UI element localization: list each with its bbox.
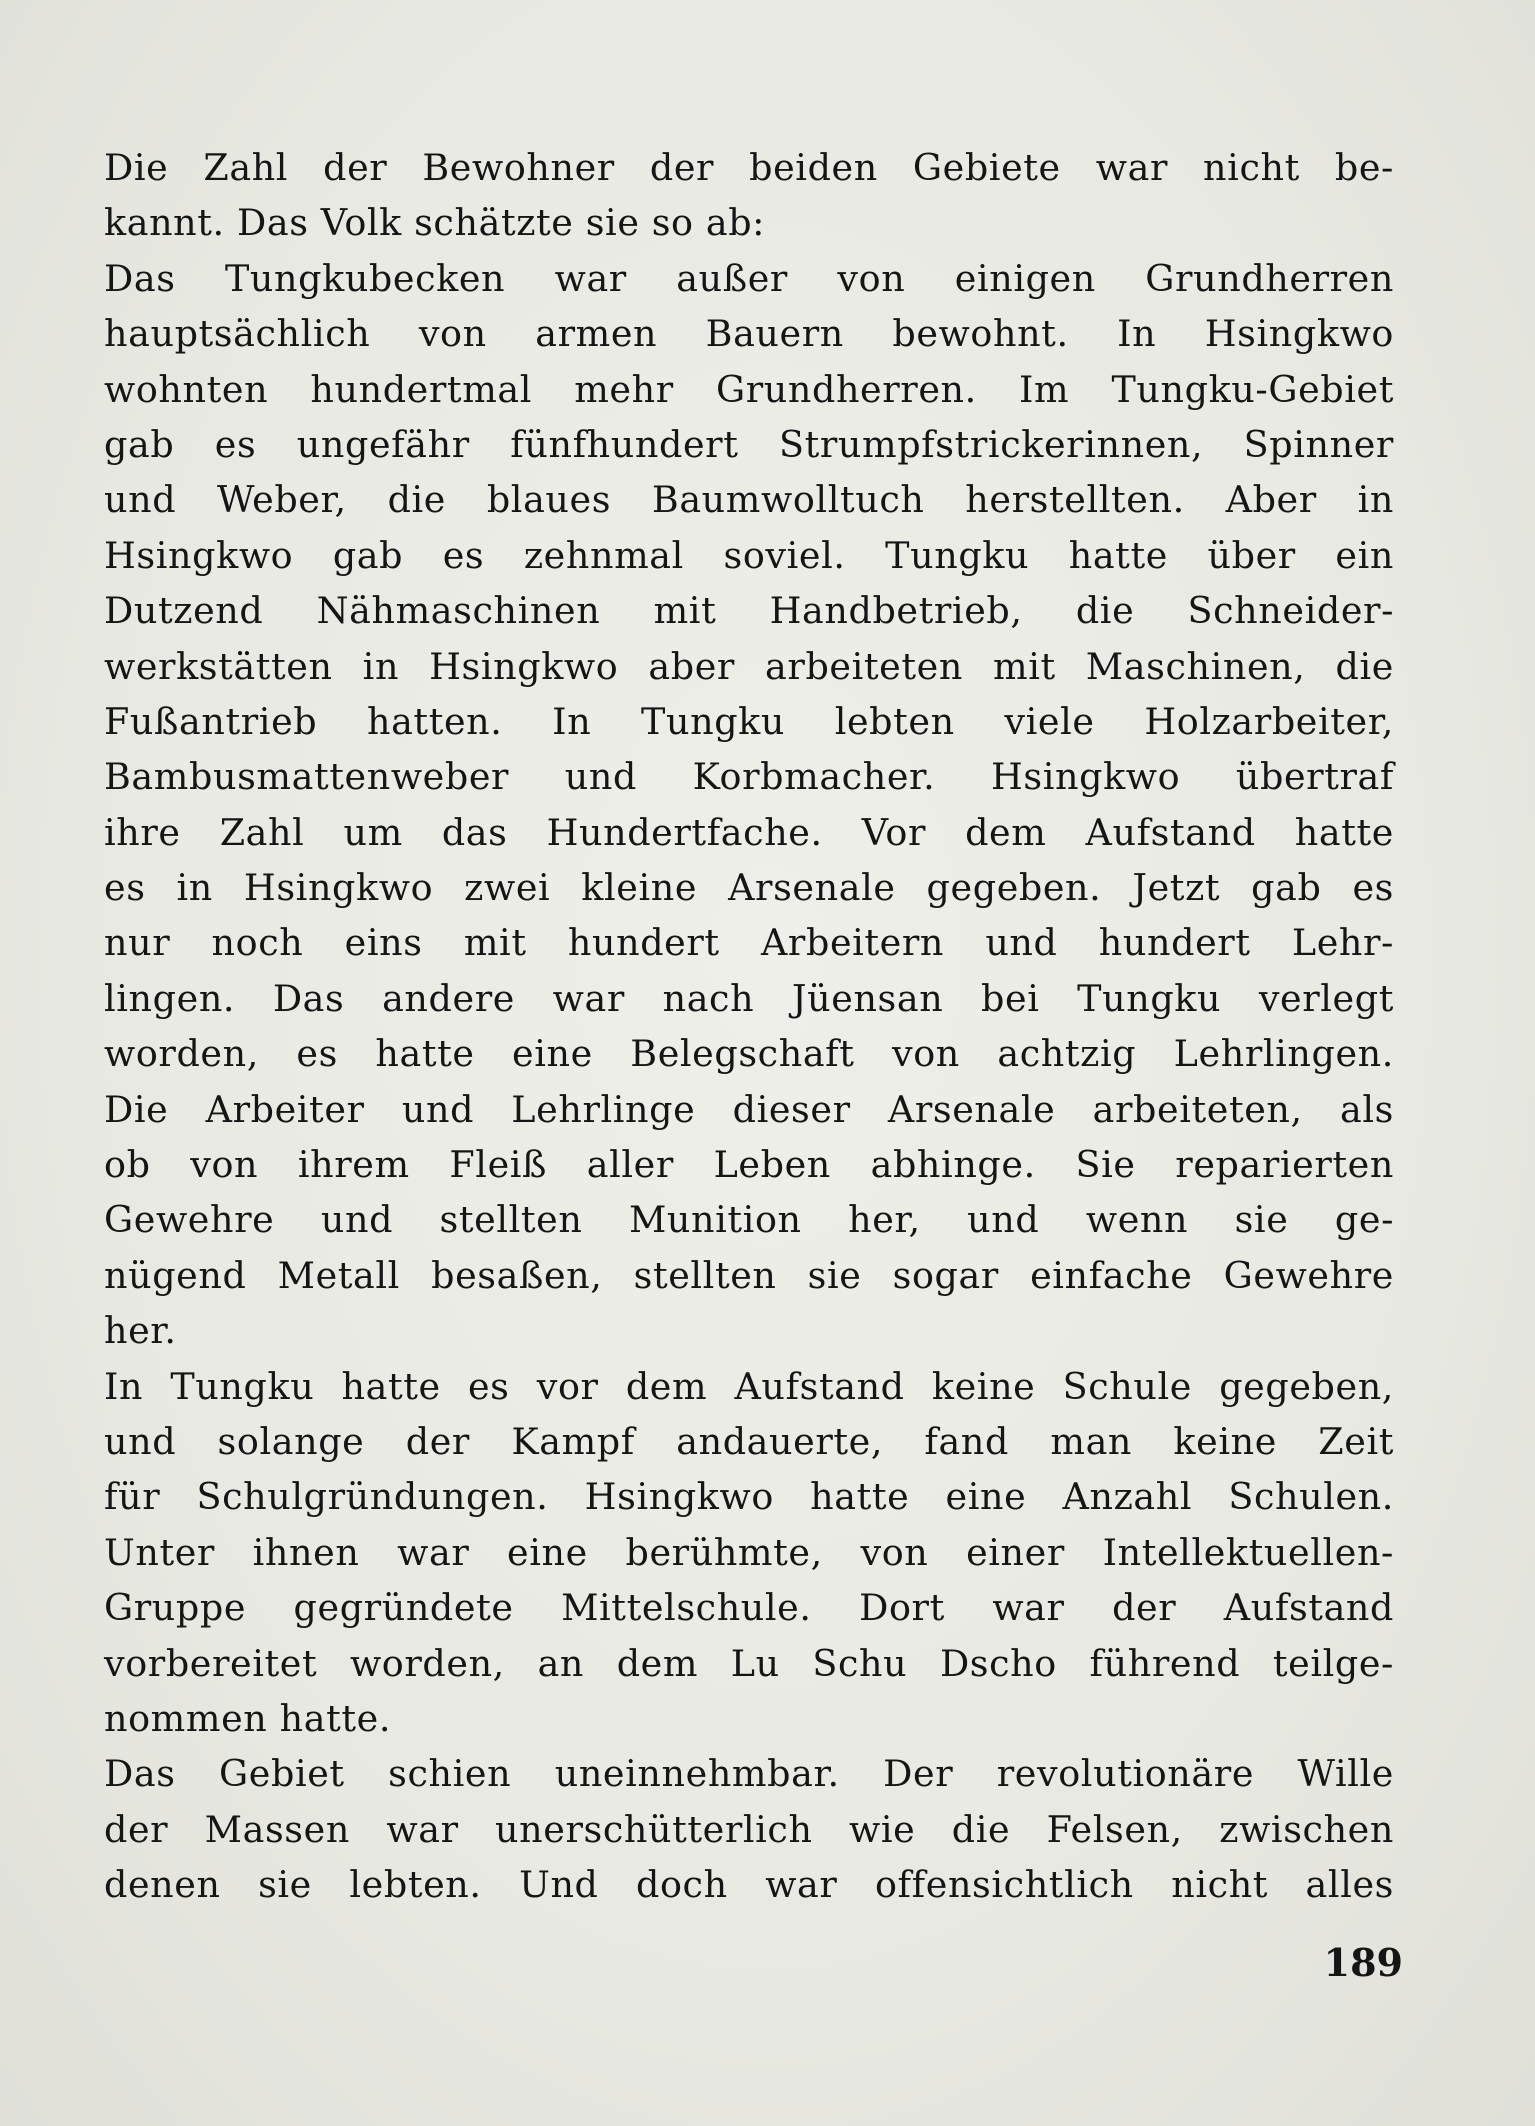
text-line: werkstätten in Hsingkwo aber arbeiteten mit Maschinen, die (104, 644, 1394, 688)
text-line: Das Tungkubecken war außer von einigen Grundherren (104, 256, 1394, 300)
text-line: Bambusmattenweber und Korbmacher. Hsingkwo übertraf (104, 755, 1394, 799)
text-line: hauptsächlich von armen Bauern bewohnt. In Hsingkwo (104, 312, 1394, 356)
text-line: Dutzend Nähmaschinen mit Handbetrieb, die Schneider- (104, 589, 1394, 633)
text-line: für Schulgründungen. Hsingkwo hatte eine Anzahl Schulen. (104, 1475, 1394, 1519)
text-line: der Massen war unerschütterlich wie die Felsen, zwischen (104, 1807, 1394, 1851)
text-line: denen sie lebten. Und doch war offensichtlich nicht alles (104, 1863, 1394, 1907)
text-line: ob von ihrem Fleiß aller Leben abhinge. Sie reparierten (104, 1143, 1394, 1187)
page-number: 189 (1323, 1940, 1403, 1985)
text-line: Gruppe gegründete Mittelschule. Dort war der Aufstand (104, 1586, 1394, 1630)
text-line: Gewehre und stellten Munition her, und wenn sie ge- (104, 1198, 1394, 1242)
text-line: nur noch eins mit hundert Arbeitern und hundert Lehr- (104, 921, 1394, 965)
text-line: und Weber, die blaues Baumwolltuch herstellten. Aber in (104, 478, 1394, 522)
text-line: Die Arbeiter und Lehrlinge dieser Arsenale arbeiteten, als (104, 1087, 1394, 1131)
text-line: es in Hsingkwo zwei kleine Arsenale gegeben. Jetzt gab es (104, 866, 1394, 910)
text-line: kannt. Das Volk schätzte sie so ab: (104, 201, 766, 245)
text-line: nügend Metall besaßen, stellten sie sogar einfache Gewehre (104, 1253, 1394, 1297)
text-line: Unter ihnen war eine berühmte, von einer Intellektuellen- (104, 1530, 1394, 1574)
body-text (104, 140, 1394, 1913)
text-line: worden, es hatte eine Belegschaft von achtzig Lehrlingen. (104, 1032, 1394, 1076)
text-line: wohnten hundertmal mehr Grundherren. Im Tungku-Gebiet (104, 367, 1394, 411)
text-line: und solange der Kampf andauerte, fand man keine Zeit (104, 1419, 1394, 1463)
text-line: Die Zahl der Bewohner der beiden Gebiete war nicht be- (104, 146, 1394, 189)
text-line: vorbereitet worden, an dem Lu Schu Dscho führend teilge- (104, 1641, 1394, 1685)
text-line: gab es ungefähr fünfhundert Strumpfstrickerinnen, Spinner (104, 422, 1394, 466)
text-line: ihre Zahl um das Hundertfache. Vor dem Aufstand hatte (104, 810, 1394, 854)
text-line: In Tungku hatte es vor dem Aufstand keine Schule gegeben, (104, 1364, 1394, 1408)
text-line: Das Gebiet schien uneinnehmbar. Der revolutionäre Wille (104, 1752, 1394, 1796)
text-line: her. (104, 1309, 177, 1353)
text-line: nommen hatte. (104, 1696, 392, 1740)
text-line: Hsingkwo gab es zehnmal soviel. Tungku hatte über ein (104, 533, 1394, 577)
text-line: Fußantrieb hatten. In Tungku lebten viele Holzarbeiter, (104, 699, 1394, 743)
text-line: lingen. Das andere war nach Jüensan bei Tungku verlegt (104, 976, 1394, 1020)
